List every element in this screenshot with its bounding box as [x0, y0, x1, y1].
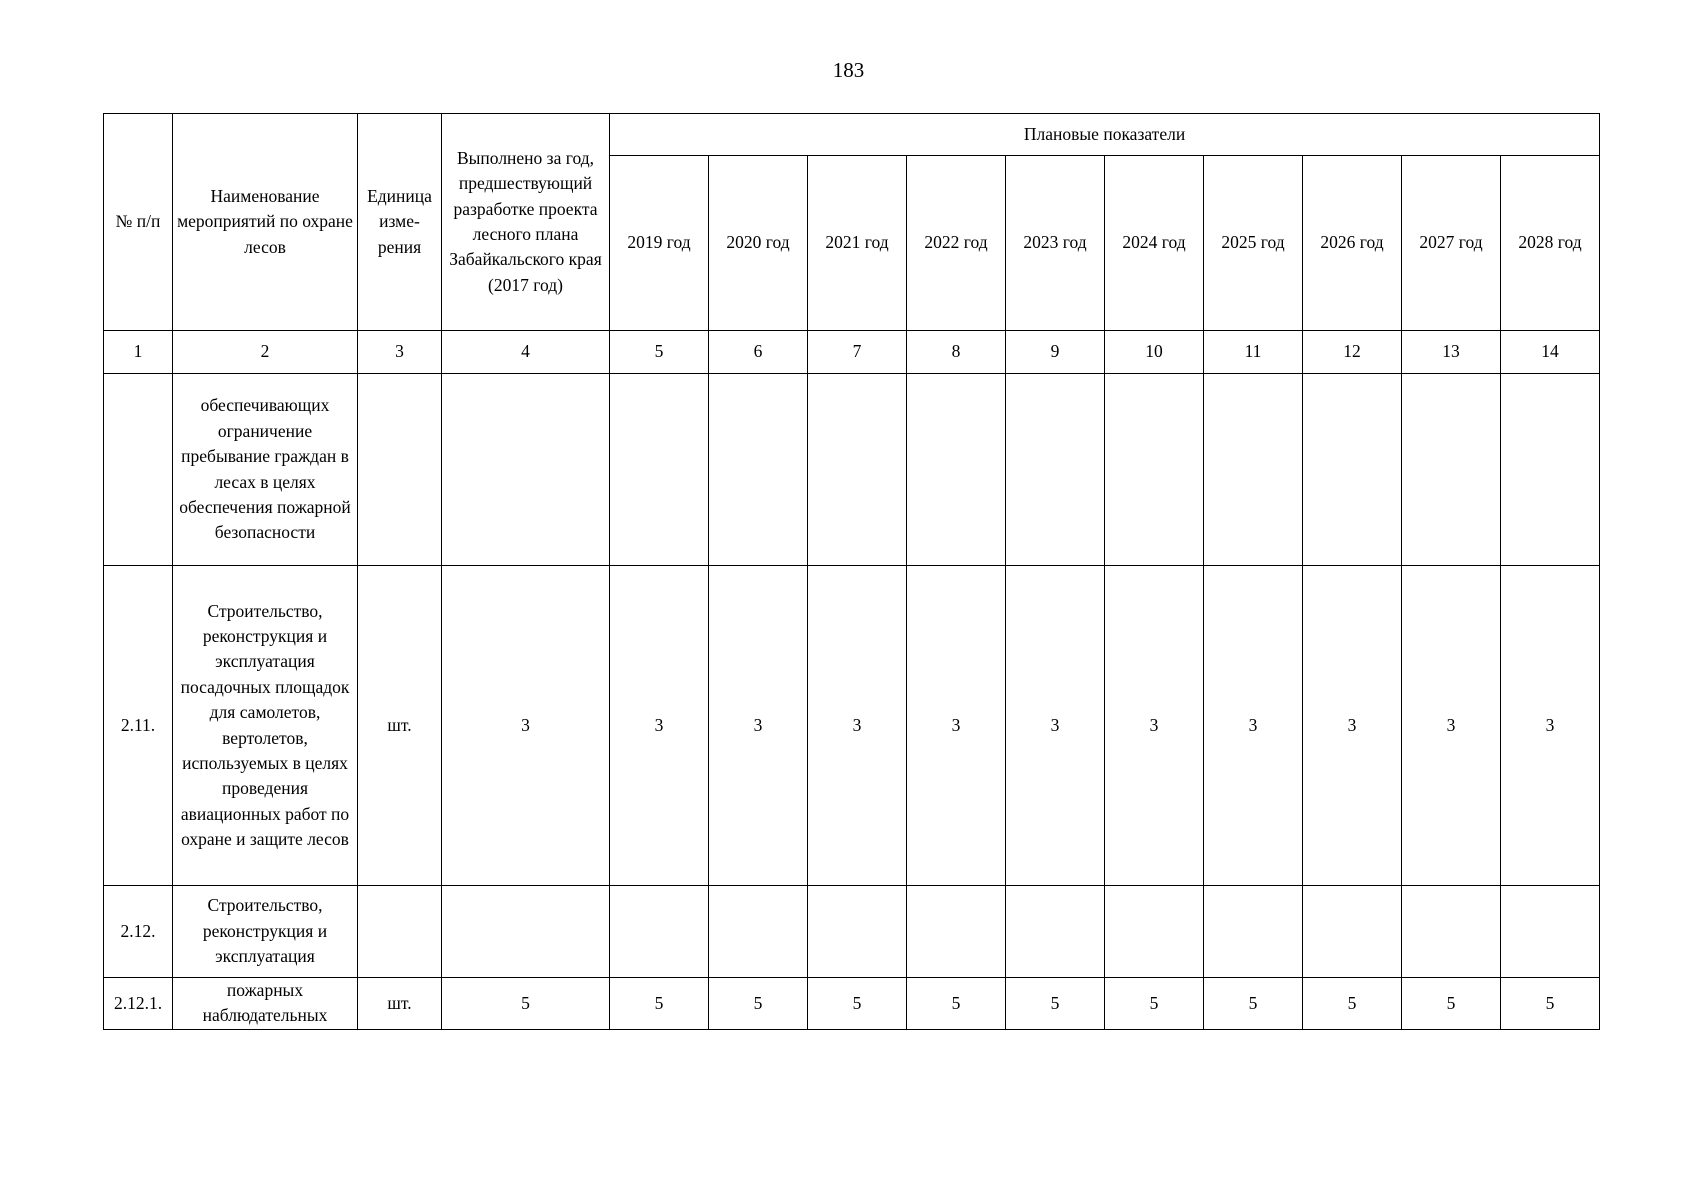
header-name: Наименование мероприятий по охране лесов: [173, 114, 358, 331]
row-value: 3: [1204, 566, 1303, 886]
header-year: 2025 год: [1204, 156, 1303, 331]
table-row: [104, 886, 1600, 978]
row-name: Строительство, реконструкция и эксплуатация посадочных площадок для самолетов, вертолетов, используемых в целях проведения авиационных работ по охране и защите лесов: [173, 566, 358, 886]
header-year: 2026 год: [1303, 156, 1402, 331]
header-year: 2019 год: [610, 156, 709, 331]
row-num: 2.12.: [104, 886, 173, 978]
column-number: 6: [709, 331, 808, 374]
column-number: 14: [1501, 331, 1600, 374]
row-value: 3: [1501, 566, 1600, 886]
row-value: 5: [1501, 978, 1600, 1030]
row-unit: [358, 886, 442, 978]
row-num: [104, 374, 173, 566]
row-value: [1402, 374, 1501, 566]
header-year: 2028 год: [1501, 156, 1600, 331]
row-value: 3: [610, 566, 709, 886]
row-unit: [358, 374, 442, 566]
row-value: 5: [1105, 978, 1204, 1030]
row-value: [709, 886, 808, 978]
row-value: 5: [1006, 978, 1105, 1030]
row-value: 5: [709, 978, 808, 1030]
column-number: 5: [610, 331, 709, 374]
row-value: 5: [1204, 978, 1303, 1030]
row-value: 3: [808, 566, 907, 886]
header-year: 2027 год: [1402, 156, 1501, 331]
row-value: [907, 886, 1006, 978]
row-value: [610, 886, 709, 978]
row-value: [1402, 886, 1501, 978]
column-number: 7: [808, 331, 907, 374]
row-value: [1006, 374, 1105, 566]
header-unit: Единица изме-рения: [358, 114, 442, 331]
row-value: 5: [808, 978, 907, 1030]
row-name: обеспечивающих ограничение пребывание граждан в лесах в целях обеспечения пожарной безопасности: [173, 374, 358, 566]
row-value: 3: [1303, 566, 1402, 886]
header-year: 2021 год: [808, 156, 907, 331]
row-value: [808, 374, 907, 566]
row-name: пожарных наблюдательных: [173, 978, 358, 1030]
row-value: [1204, 374, 1303, 566]
row-value: [1303, 886, 1402, 978]
header-plan: Плановые показатели: [610, 114, 1600, 156]
row-value: 3: [907, 566, 1006, 886]
row-value: [1303, 374, 1402, 566]
row-value: 3: [1006, 566, 1105, 886]
row-value: 3: [1402, 566, 1501, 886]
column-number: 1: [104, 331, 173, 374]
row-num: 2.12.1.: [104, 978, 173, 1030]
row-value: 3: [1105, 566, 1204, 886]
row-value: [1501, 886, 1600, 978]
header-year: 2024 год: [1105, 156, 1204, 331]
row-value: [1006, 886, 1105, 978]
forest-protection-plan-table: [103, 113, 1600, 1030]
row-value: [610, 374, 709, 566]
page-number: 183: [832, 58, 865, 82]
column-number: 2: [173, 331, 358, 374]
header-row-top: [104, 114, 1600, 156]
row-unit: шт.: [358, 566, 442, 886]
row-value: 5: [1303, 978, 1402, 1030]
header-year: 2020 год: [709, 156, 808, 331]
column-number: 10: [1105, 331, 1204, 374]
column-number: 8: [907, 331, 1006, 374]
table-row: [104, 374, 1600, 566]
row-value: [1501, 374, 1600, 566]
row-name: Строительство, реконструкция и эксплуатация: [173, 886, 358, 978]
row-value: [1204, 886, 1303, 978]
column-number: 11: [1204, 331, 1303, 374]
column-number: 3: [358, 331, 442, 374]
row-value: 3: [709, 566, 808, 886]
row-unit: шт.: [358, 978, 442, 1030]
header-year: 2023 год: [1006, 156, 1105, 331]
row-value: 5: [1402, 978, 1501, 1030]
row-done: [442, 374, 610, 566]
column-number: 9: [1006, 331, 1105, 374]
row-done: [442, 886, 610, 978]
header-done: Выполнено за год, предшествующий разработке проекта лесного плана Забайкальского края (2017 год): [442, 114, 610, 331]
row-done: 3: [442, 566, 610, 886]
row-value: [1105, 374, 1204, 566]
row-value: [709, 374, 808, 566]
table-row: [104, 978, 1600, 1030]
header-num: № п/п: [104, 114, 173, 331]
row-value: [907, 374, 1006, 566]
row-value: 5: [907, 978, 1006, 1030]
column-number: 4: [442, 331, 610, 374]
row-value: [808, 886, 907, 978]
row-num: 2.11.: [104, 566, 173, 886]
row-done: 5: [442, 978, 610, 1030]
header-year: 2022 год: [907, 156, 1006, 331]
column-number-row: [104, 331, 1600, 374]
row-value: [1105, 886, 1204, 978]
column-number: 13: [1402, 331, 1501, 374]
row-value: 5: [610, 978, 709, 1030]
table-row: [104, 566, 1600, 886]
column-number: 12: [1303, 331, 1402, 374]
